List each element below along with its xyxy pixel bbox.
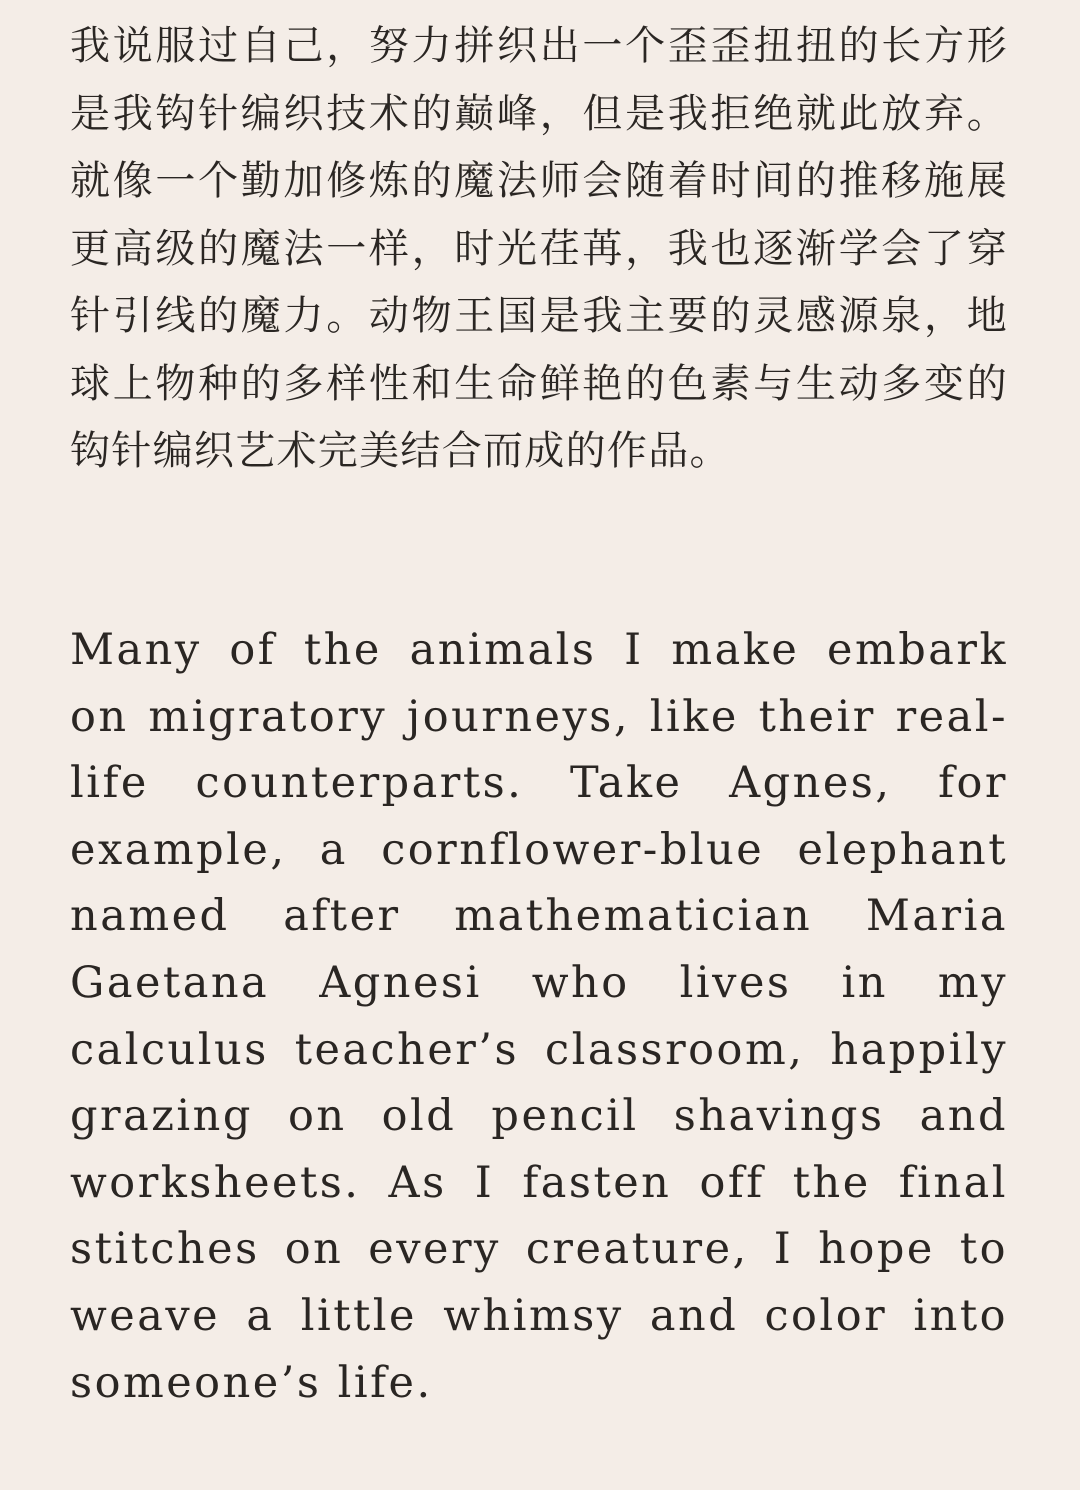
english-paragraph: Many of the animals I make embark on migratory journeys, like their real-life counterparts. Take Agnes, for example, a cornflower-blue elephant named after mathematician Maria Gaetana Agnesi who lives in my calculus teacher’s classroom, happily grazing on old pencil shavings and worksheets. As I fasten off the final stitches on every creature, I hope to weave a little whimsy and color into someone’s life.: [70, 625, 1008, 1408]
article-body: [70, 0, 1008, 1490]
chinese-paragraph: 我说服过自己，努力拼织出一个歪歪扭扭的长方形是我钩针编织技术的巅峰，但是我拒绝就此放弃。就像一个勤加修炼的魔法师会随着时间的推移施展更高级的魔法一样，时光荏苒，我也逐渐学会了穿针引线的魔力。动物王国是我主要的灵感源泉，地球上物种的多样性和生命鲜艳的色素与生动多变的钩针编织艺术完美结合而成的作品。: [70, 23, 1008, 474]
